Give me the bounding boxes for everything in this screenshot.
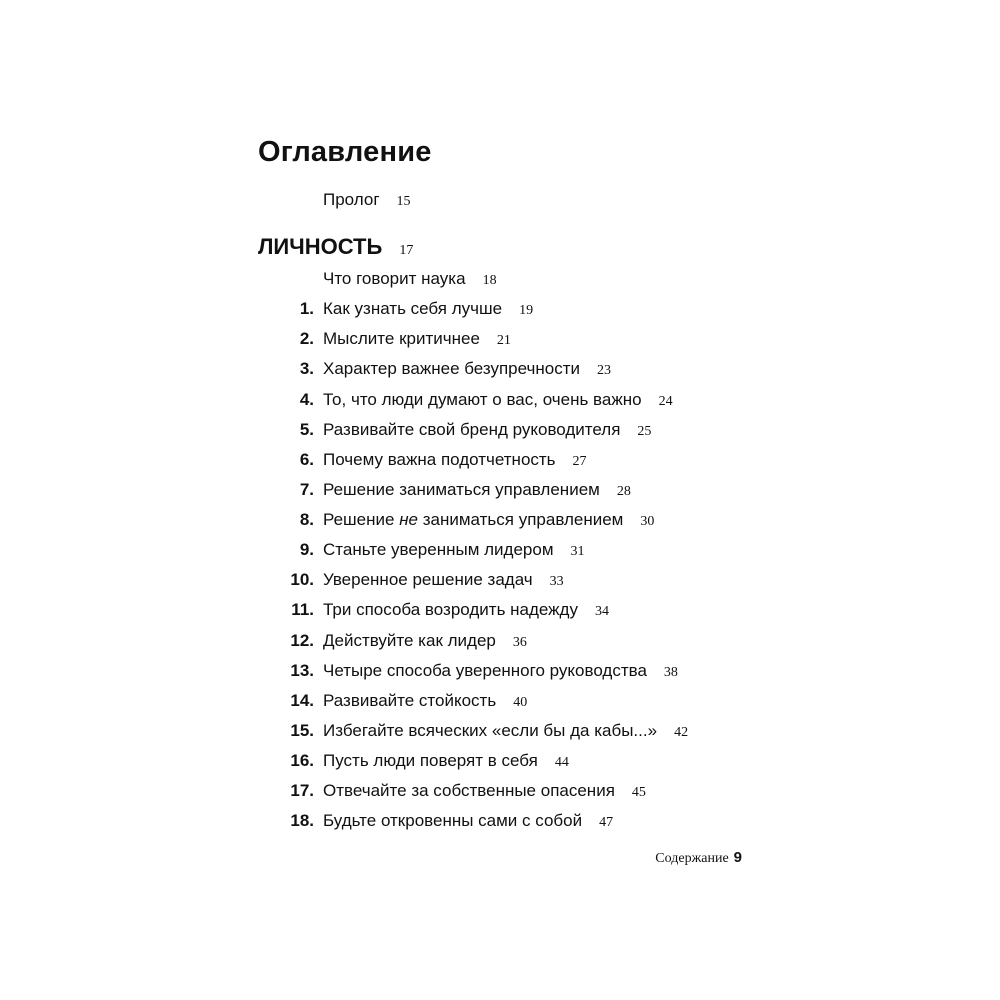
entry-page: 34 xyxy=(594,604,609,619)
entry-label: Уверенное решение задач xyxy=(323,570,533,589)
entry-page: 30 xyxy=(640,514,655,529)
toc-entry xyxy=(0,689,1000,713)
entry-number: 2. xyxy=(299,329,314,348)
toc-prologue xyxy=(0,188,1000,212)
entry-page: 36 xyxy=(512,635,527,650)
entry-number: 1. xyxy=(299,299,314,318)
prologue-page: 15 xyxy=(396,194,411,209)
toc-entry xyxy=(0,418,1000,442)
entry-text xyxy=(323,629,527,655)
entry-text xyxy=(323,749,569,775)
entry-number: 10. xyxy=(290,570,314,589)
entry-text xyxy=(323,388,673,414)
entry-text xyxy=(323,297,533,323)
entry-page: 47 xyxy=(599,815,614,830)
entry-label: Избегайте всяческих «если бы да кабы...» xyxy=(323,721,658,740)
entry-page: 33 xyxy=(549,574,564,589)
entry-number: 3. xyxy=(299,359,314,378)
toc-entry xyxy=(0,749,1000,773)
footer-label: Содержание xyxy=(655,851,729,866)
intro-entry xyxy=(323,267,497,293)
toc-entry xyxy=(0,448,1000,472)
entry-page: 45 xyxy=(631,785,646,800)
entry-number: 6. xyxy=(299,450,314,469)
entry-label: Действуйте как лидер xyxy=(323,631,496,650)
entry-text xyxy=(323,357,611,383)
entry-number: 17. xyxy=(290,781,314,800)
entry-text xyxy=(323,478,631,504)
entry-page: 44 xyxy=(554,755,569,770)
entry-number: 11. xyxy=(291,600,314,619)
entry-label-before: Решение xyxy=(323,510,400,529)
intro-label: Что говорит наука xyxy=(323,269,466,288)
footer-page-number: 9 xyxy=(733,849,742,866)
entry-label: Пусть люди поверят в себя xyxy=(323,751,538,770)
entry-label: Развивайте стойкость xyxy=(323,691,497,710)
entry-page: 19 xyxy=(519,303,534,318)
toc-entry xyxy=(0,297,1000,321)
entry-label: Решение заниматься управлением xyxy=(323,480,600,499)
intro-page: 18 xyxy=(482,273,497,288)
entry-text xyxy=(323,598,609,624)
entry-text xyxy=(323,508,654,534)
toc-intro xyxy=(0,267,1000,291)
entry-text xyxy=(323,538,585,564)
toc-entry xyxy=(0,538,1000,562)
prologue-label: Пролог xyxy=(323,190,380,209)
entry-number: 18. xyxy=(290,811,314,830)
entry-text xyxy=(323,418,651,444)
entry-label-emphasis: не xyxy=(399,510,419,529)
entry-number: 7. xyxy=(299,480,314,499)
entry-page: 31 xyxy=(570,544,585,559)
entry-label: Станьте уверенным лидером xyxy=(323,540,554,559)
entry-label: Как узнать себя лучше xyxy=(323,299,503,318)
entry-label: Четыре способа уверенного руководства xyxy=(323,661,647,680)
entry-label: Почему важна подотчетность xyxy=(323,450,556,469)
entry-page: 28 xyxy=(616,484,631,499)
entry-page: 25 xyxy=(637,424,652,439)
entry-page: 40 xyxy=(513,695,528,710)
toc-entry xyxy=(0,478,1000,502)
entry-text xyxy=(323,689,527,715)
entry-number: 14. xyxy=(290,691,314,710)
entry-text xyxy=(323,659,678,685)
entry-page: 42 xyxy=(674,725,689,740)
entry-number: 5. xyxy=(299,420,314,439)
section-label: ЛИЧНОСТЬ xyxy=(258,234,383,259)
entry-text xyxy=(323,809,613,835)
entry-number: 16. xyxy=(290,751,314,770)
entry-label: Развивайте свой бренд руководителя xyxy=(323,420,621,439)
toc-entry xyxy=(0,388,1000,412)
entry-text xyxy=(323,568,564,594)
toc-entry xyxy=(0,327,1000,351)
toc-entry xyxy=(0,629,1000,653)
toc-entry xyxy=(0,598,1000,622)
entry-label: Три способа возродить надежду xyxy=(323,600,578,619)
entry-number: 9. xyxy=(299,540,314,559)
entry-number: 12. xyxy=(290,631,314,650)
prologue-entry xyxy=(323,188,411,214)
toc-entry xyxy=(0,357,1000,381)
entry-text xyxy=(323,779,646,805)
entry-number: 4. xyxy=(299,390,314,409)
section-heading xyxy=(258,232,413,262)
entry-page: 38 xyxy=(663,665,678,680)
entry-page: 27 xyxy=(572,454,587,469)
entry-label-after: заниматься управлением xyxy=(418,510,624,529)
entry-text xyxy=(323,448,587,474)
toc-entry xyxy=(0,809,1000,833)
page-title: Оглавление xyxy=(258,136,432,168)
entry-text xyxy=(323,327,511,353)
entry-page: 21 xyxy=(496,333,511,348)
toc-entry xyxy=(0,659,1000,683)
entry-text xyxy=(323,719,688,745)
entry-number: 13. xyxy=(290,661,314,680)
running-footer xyxy=(655,847,742,870)
entry-label: Будьте откровенны сами с собой xyxy=(323,811,583,830)
toc-entry xyxy=(0,508,1000,532)
entry-label: Мыслите критичнее xyxy=(323,329,480,348)
toc-entry xyxy=(0,719,1000,743)
toc-entry xyxy=(0,779,1000,803)
toc-entry xyxy=(0,568,1000,592)
entry-number: 15. xyxy=(290,721,314,740)
entry-number: 8. xyxy=(299,510,314,529)
entry-label: Отвечайте за собственные опасения xyxy=(323,781,615,800)
entry-label: Характер важнее безупречности xyxy=(323,359,581,378)
entry-page: 23 xyxy=(597,363,612,378)
entry-page: 24 xyxy=(658,394,673,409)
section-page: 17 xyxy=(399,243,414,258)
entry-label: То, что люди думают о вас, очень важно xyxy=(323,390,642,409)
